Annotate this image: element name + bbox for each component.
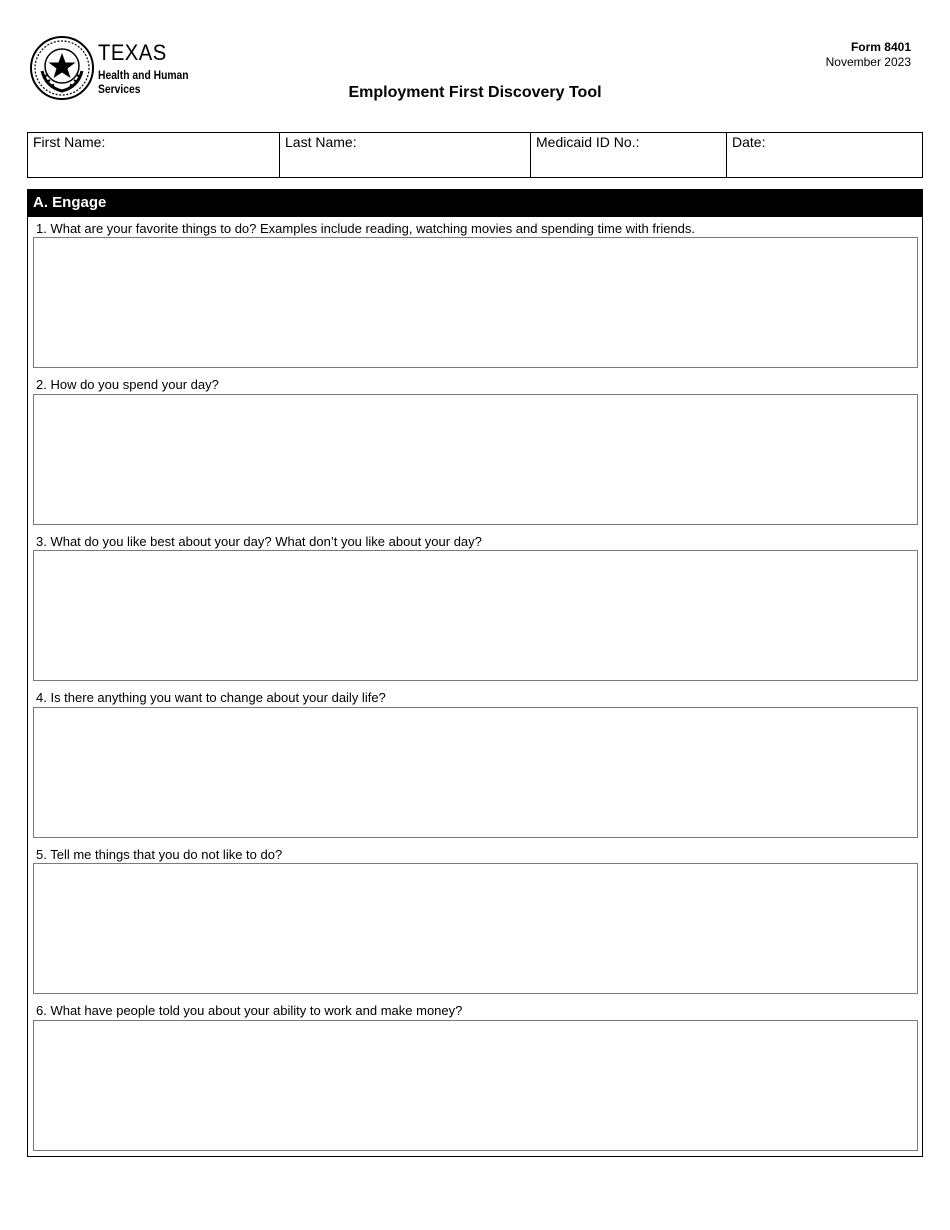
form-number: Form 8401	[850, 40, 911, 54]
date-label: Date:	[732, 134, 766, 150]
logo-services-text: Services	[98, 82, 141, 96]
form-date: November 2023	[825, 55, 911, 69]
form-info	[826, 40, 911, 70]
logo-hhs-text: Health and Human	[98, 68, 189, 82]
medicaid-id-label: Medicaid ID No.:	[536, 134, 640, 150]
question-4: 4. Is there anything you want to change about your daily life?	[36, 690, 386, 705]
answer-box-3[interactable]	[33, 550, 918, 681]
first-name-field[interactable]	[28, 133, 280, 177]
page-title: Employment First Discovery Tool	[348, 84, 602, 101]
question-5: 5. Tell me things that you do not like to do?	[36, 847, 283, 862]
answer-box-4[interactable]	[33, 707, 918, 838]
answer-box-5[interactable]	[33, 863, 918, 994]
last-name-field[interactable]	[280, 133, 531, 177]
logo-texas-text: TEXAS	[98, 40, 167, 65]
last-name-label: Last Name:	[285, 134, 357, 150]
question-1: 1. What are your favorite things to do? Examples include reading, watching movies and spending time with friends.	[36, 221, 696, 236]
date-field[interactable]	[727, 133, 922, 177]
section-heading: A. Engage	[28, 190, 922, 217]
medicaid-id-field[interactable]	[531, 133, 727, 177]
answer-box-6[interactable]	[33, 1020, 918, 1151]
answer-box-2[interactable]	[33, 394, 918, 525]
question-3: 3. What do you like best about your day? What don’t you like about your day?	[36, 534, 482, 549]
first-name-label: First Name:	[33, 134, 106, 150]
identification-fields	[27, 132, 923, 178]
question-2: 2. How do you spend your day?	[36, 377, 219, 392]
answer-box-1[interactable]	[33, 237, 918, 368]
question-6: 6. What have people told you about your ability to work and make money?	[36, 1003, 463, 1018]
section-engage	[27, 189, 923, 1157]
